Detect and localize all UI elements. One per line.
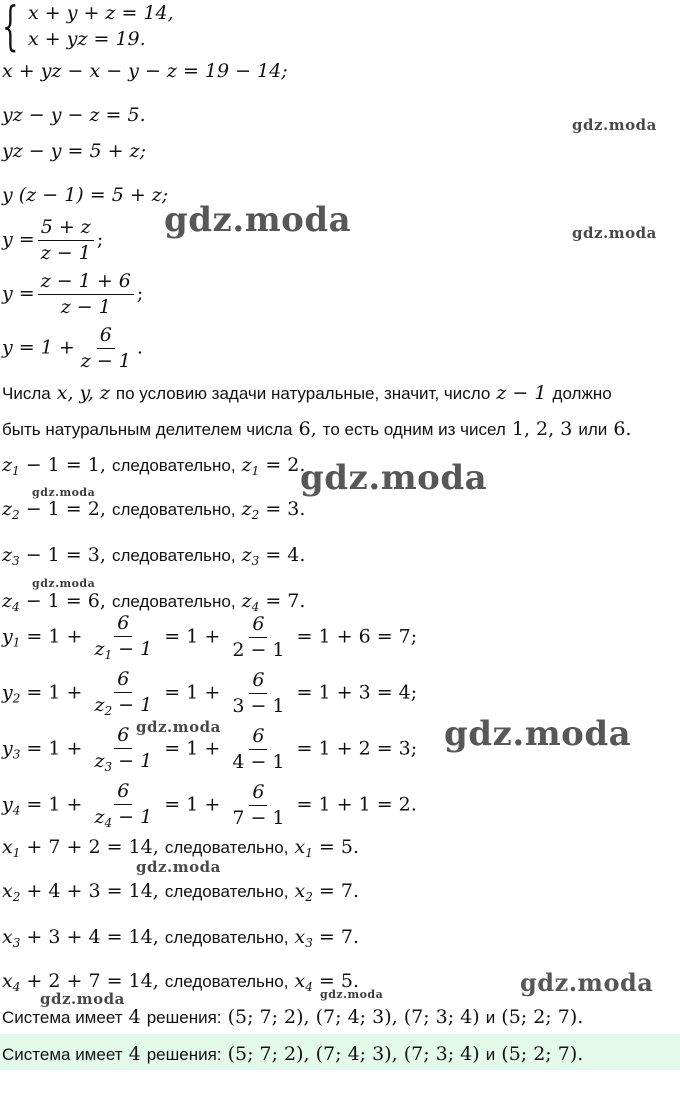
watermark-logo: gdz.moda	[136, 858, 221, 876]
y-case: $y_1 = 1$ + $\frac{6}{z_1 - 1}$ = 1 + $\frac{6}{2 - 1}$ = 1 + 6 = 7;	[2, 612, 418, 662]
watermark-logo: gdz.moda	[136, 718, 221, 736]
fraction-line-1: y = $\frac{5 + z}{z - 1}$ ;	[2, 216, 104, 264]
x-case: $x_1 + 7 + 2 = 14$, следовательно, $x_1 = 5$.	[2, 836, 359, 860]
z-case: $z_1 - 1 = 1$, следовательно, $z_1 = 2$.	[2, 454, 306, 478]
z-case: $z_2 - 1 = 2$, следовательно, $z_2 = 3$.	[2, 498, 306, 522]
z-case: $z_3 - 1 = 3$, следовательно, $z_3 = 4$.	[2, 544, 306, 568]
derivation-line: yz − y − z = 5.	[2, 104, 146, 126]
final-answer: Система имеет 4 решения: (5; 7; 2), (7; 4; 3), (7; 3; 4) и (5; 2; 7).	[2, 1043, 584, 1065]
system-eq1: x + y + z = 14,	[28, 2, 174, 24]
fraction-line-2: y = $\frac{z - 1 + 6}{z - 1}$ ;	[2, 270, 144, 318]
derivation-line: y (z − 1) = 5 + z;	[2, 184, 169, 206]
watermark-logo: gdz.moda	[164, 200, 352, 240]
watermark-logo: gdz.moda	[572, 224, 657, 242]
derivation-line: x + yz − x − y − z = 19 − 14;	[2, 60, 288, 82]
system-answer: Система имеет 4 решения: (5; 7; 2), (7; 4; 3), (7; 3; 4) и (5; 2; 7).	[2, 1006, 584, 1028]
y-case: $y_3 = 1$ + $\frac{6}{z_3 - 1}$ = 1 + $\frac{6}{4 - 1}$ = 1 + 2 = 3;	[2, 724, 418, 774]
derivation-line: yz − y = 5 + z;	[2, 140, 146, 162]
condition-line-2: быть натуральным делителем числа 6, то есть одним из чисел 1, 2, 3 или 6.	[2, 418, 632, 440]
watermark-logo: gdz.moda	[520, 968, 654, 997]
watermark-logo: gdz.moda	[32, 577, 96, 590]
watermark-logo: gdz.moda	[300, 458, 488, 498]
watermark-logo: gdz.moda	[40, 990, 125, 1008]
system-eq2: x + yz = 19.	[28, 28, 146, 50]
y-case: $y_4 = 1$ + $\frac{6}{z_4 - 1}$ = 1 + $\frac{6}{7 - 1}$ = 1 + 1 = 2.	[2, 780, 417, 830]
x-case: $x_4 + 2 + 7 = 14$, следовательно, $x_4 = 5$.	[2, 970, 359, 994]
x-case: $x_3 + 3 + 4 = 14$, следовательно, $x_3 = 7$.	[2, 926, 359, 950]
x-case: $x_2 + 4 + 3 = 14$, следовательно, $x_2 = 7$.	[2, 880, 359, 904]
watermark-logo: gdz.moda	[320, 988, 384, 1001]
z-case: $z_4 - 1 = 6$, следовательно, $z_4 = 7$.	[2, 590, 306, 614]
watermark-logo: gdz.moda	[444, 714, 632, 754]
fraction-line-3: y = 1 + $\frac{6}{z - 1}$ .	[2, 324, 143, 372]
condition-line-1: Числа x, y, z по условию задачи натуральные, значит, число z − 1 должно	[2, 382, 612, 404]
watermark-logo: gdz.moda	[572, 116, 657, 134]
watermark-logo: gdz.moda	[32, 486, 96, 499]
system-brace: {	[2, 0, 19, 57]
y-case: $y_2 = 1$ + $\frac{6}{z_2 - 1}$ = 1 + $\frac{6}{3 - 1}$ = 1 + 3 = 4;	[2, 668, 418, 718]
